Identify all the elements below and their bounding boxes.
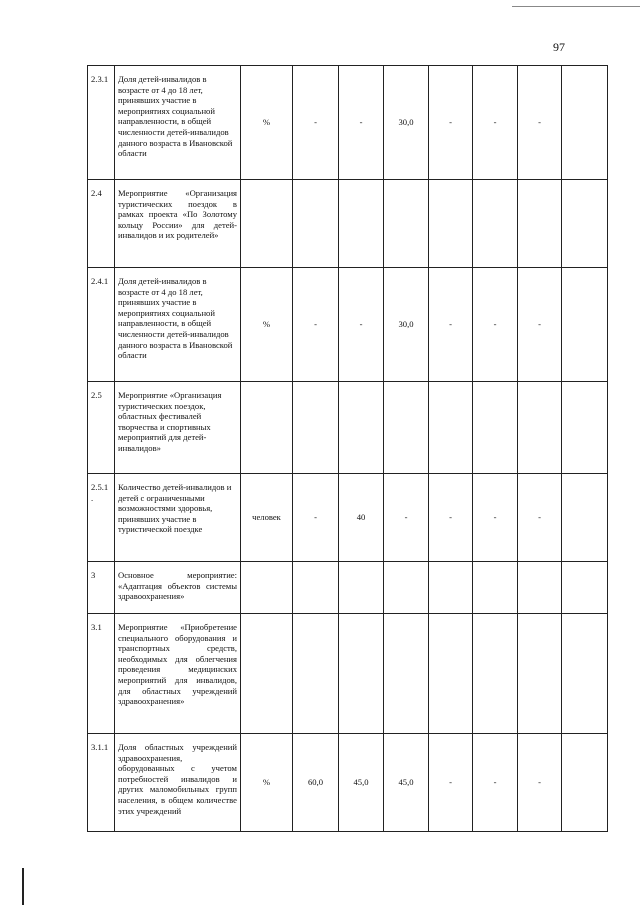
- row-number: 2.4: [88, 180, 115, 268]
- row-value: -: [339, 268, 384, 382]
- top-rule: [512, 6, 640, 7]
- row-number: 3.1: [88, 614, 115, 734]
- row-value: -: [293, 66, 339, 180]
- row-number: 3: [88, 562, 115, 614]
- row-value: -: [339, 66, 384, 180]
- row-name: Мероприятие «Организация туристических поездок в рамках проекта «По Золотому кольцу России» для детей-инвалидов и их родителей»: [115, 180, 241, 268]
- row-value: -: [518, 734, 562, 832]
- row-value: -: [429, 474, 473, 562]
- row-value: [384, 180, 429, 268]
- row-unit: [241, 562, 293, 614]
- row-value: [473, 562, 518, 614]
- table-row: [88, 382, 608, 474]
- row-value: [293, 614, 339, 734]
- row-name: Мероприятие «Организация туристических поездок, областных фестивалей творчества и спортивных мероприятий для детей-инвалидов»: [115, 382, 241, 474]
- row-value: [562, 382, 608, 474]
- row-name: Количество детей-инвалидов и детей с ограниченными возможностями здоровья, принявших участие в туристической поездке: [115, 474, 241, 562]
- row-value: -: [384, 474, 429, 562]
- table-row: [88, 66, 608, 180]
- row-value: -: [473, 734, 518, 832]
- row-value: [429, 382, 473, 474]
- row-value: [562, 562, 608, 614]
- row-name: Доля детей-инвалидов в возрасте от 4 до 18 лет, принявших участие в мероприятиях социальной направленности, в общей численности детей-инвалидов данного возраста в Ивановской области: [115, 66, 241, 180]
- row-value: -: [518, 268, 562, 382]
- row-value: [562, 66, 608, 180]
- row-value: 40: [339, 474, 384, 562]
- row-number: 2.4.1: [88, 268, 115, 382]
- row-value: -: [293, 474, 339, 562]
- row-number: 3.1.1: [88, 734, 115, 832]
- table-row: [88, 734, 608, 832]
- row-value: [562, 180, 608, 268]
- table-row: [88, 614, 608, 734]
- row-value: [429, 180, 473, 268]
- row-value: [562, 734, 608, 832]
- table-row: [88, 180, 608, 268]
- row-value: [384, 562, 429, 614]
- row-value: -: [473, 268, 518, 382]
- row-unit: %: [241, 268, 293, 382]
- row-name: Доля областных учреждений здравоохранения, оборудованных с учетом потребностей инвалидов и других маломобильных групп населения, в общем количестве этих учреждений: [115, 734, 241, 832]
- row-value: -: [429, 268, 473, 382]
- binding-mark: [22, 868, 24, 905]
- page-number: 97: [553, 40, 565, 54]
- row-unit: %: [241, 734, 293, 832]
- row-value: [562, 474, 608, 562]
- row-value: 60,0: [293, 734, 339, 832]
- row-value: -: [293, 268, 339, 382]
- row-value: 45,0: [339, 734, 384, 832]
- row-value: [518, 614, 562, 734]
- row-unit: [241, 180, 293, 268]
- row-value: [473, 180, 518, 268]
- table-row: [88, 268, 608, 382]
- row-value: 30,0: [384, 268, 429, 382]
- row-value: [384, 614, 429, 734]
- row-unit: [241, 614, 293, 734]
- row-value: [518, 562, 562, 614]
- row-name: Мероприятие «Приобретение специального оборудования и транспортных средств, необходимых для облегчения проведения медицинских мероприятий для инвалидов, для областных учреждений здравоохранения»: [115, 614, 241, 734]
- row-value: -: [518, 474, 562, 562]
- row-value: [339, 382, 384, 474]
- row-number: 2.5.1 .: [88, 474, 115, 562]
- row-value: [384, 382, 429, 474]
- row-unit: человек: [241, 474, 293, 562]
- table-row: [88, 562, 608, 614]
- row-name: Доля детей-инвалидов в возрасте от 4 до 18 лет, принявших участие в мероприятиях социальной направленности, в общей численности детей-инвалидов данного возраста в Ивановской области: [115, 268, 241, 382]
- row-value: [339, 562, 384, 614]
- row-value: [518, 180, 562, 268]
- row-number: 2.3.1: [88, 66, 115, 180]
- row-value: [562, 268, 608, 382]
- row-value: 45,0: [384, 734, 429, 832]
- row-name: Основное мероприятие: «Адаптация объектов системы здравоохранения»: [115, 562, 241, 614]
- row-unit: [241, 382, 293, 474]
- row-value: -: [518, 66, 562, 180]
- row-value: -: [473, 474, 518, 562]
- row-value: -: [473, 66, 518, 180]
- row-value: -: [429, 734, 473, 832]
- row-value: [339, 614, 384, 734]
- row-value: 30,0: [384, 66, 429, 180]
- row-unit: %: [241, 66, 293, 180]
- row-value: [293, 180, 339, 268]
- row-value: [429, 614, 473, 734]
- row-value: [473, 614, 518, 734]
- row-value: [562, 614, 608, 734]
- table-row: [88, 474, 608, 562]
- row-value: -: [429, 66, 473, 180]
- row-value: [339, 180, 384, 268]
- row-value: [518, 382, 562, 474]
- row-value: [473, 382, 518, 474]
- row-number: 2.5: [88, 382, 115, 474]
- row-value: [429, 562, 473, 614]
- row-value: [293, 382, 339, 474]
- row-value: [293, 562, 339, 614]
- indicators-table: [87, 65, 608, 832]
